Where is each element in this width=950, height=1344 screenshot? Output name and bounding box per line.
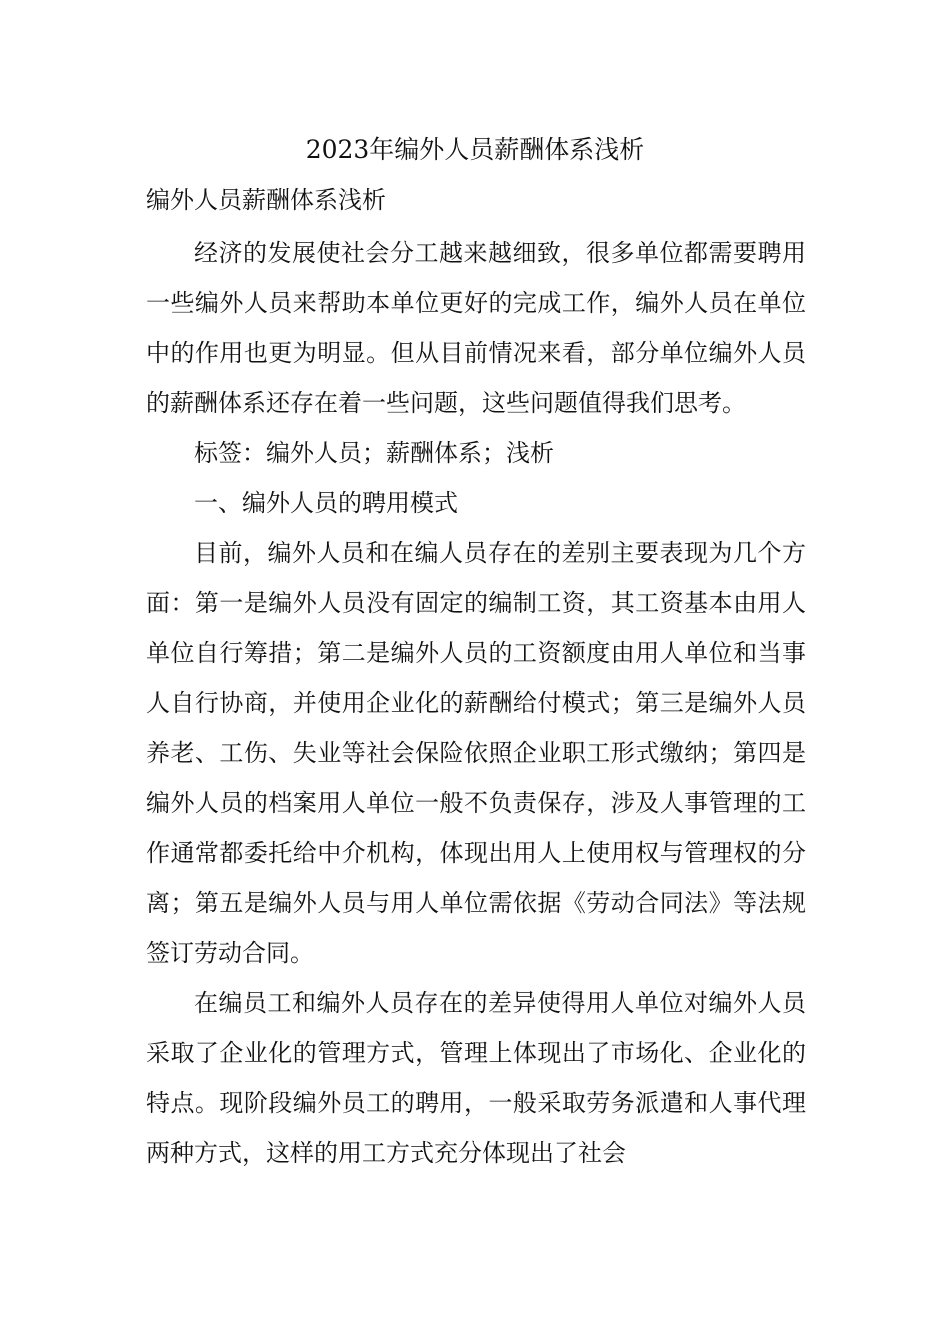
paragraph-intro: 经济的发展使社会分工越来越细致，很多单位都需要聘用一些编外人员来帮助本单位更好的完成工作，编外人员在单位中的作用也更为明显。但从目前情况来看，部分单位编外人员的薪酬体系还存在着一些问题，这些问题值得我们思考。 bbox=[146, 239, 806, 417]
document-subtitle: 编外人员薪酬体系浅析 bbox=[146, 186, 386, 214]
paragraph-differences: 目前，编外人员和在编人员存在的差别主要表现为几个方面：第一是编外人员没有固定的编制工资，其工资基本由用人单位自行筹措；第二是编外人员的工资额度由用人单位和当事人自行协商，并使用企业化的薪酬给付模式；第三是编外人员养老、工伤、失业等社会保险依照企业职工形式缴纳；第四是编外人员的档案用人单位一般不负责保存，涉及人事管理的工作通常都委托给中介机构，体现出用人上使用权与管理权的分离；第五是编外人员与用人单位需依据《劳动合同法》等法规签订劳动合同。 bbox=[146, 539, 806, 967]
document-title: 2023年编外人员薪酬体系浅析 bbox=[305, 135, 645, 164]
document-body bbox=[146, 228, 806, 1178]
section-heading: 一、编外人员的聘用模式 bbox=[194, 489, 458, 517]
paragraph-tags: 标签：编外人员；薪酬体系；浅析 bbox=[194, 439, 554, 467]
paragraph-management: 在编员工和编外人员存在的差异使得用人单位对编外人员采取了企业化的管理方式，管理上体现出了市场化、企业化的特点。现阶段编外员工的聘用，一般采取劳务派遣和人事代理两种方式，这样的用工方式充分体现出了社会 bbox=[146, 989, 806, 1167]
